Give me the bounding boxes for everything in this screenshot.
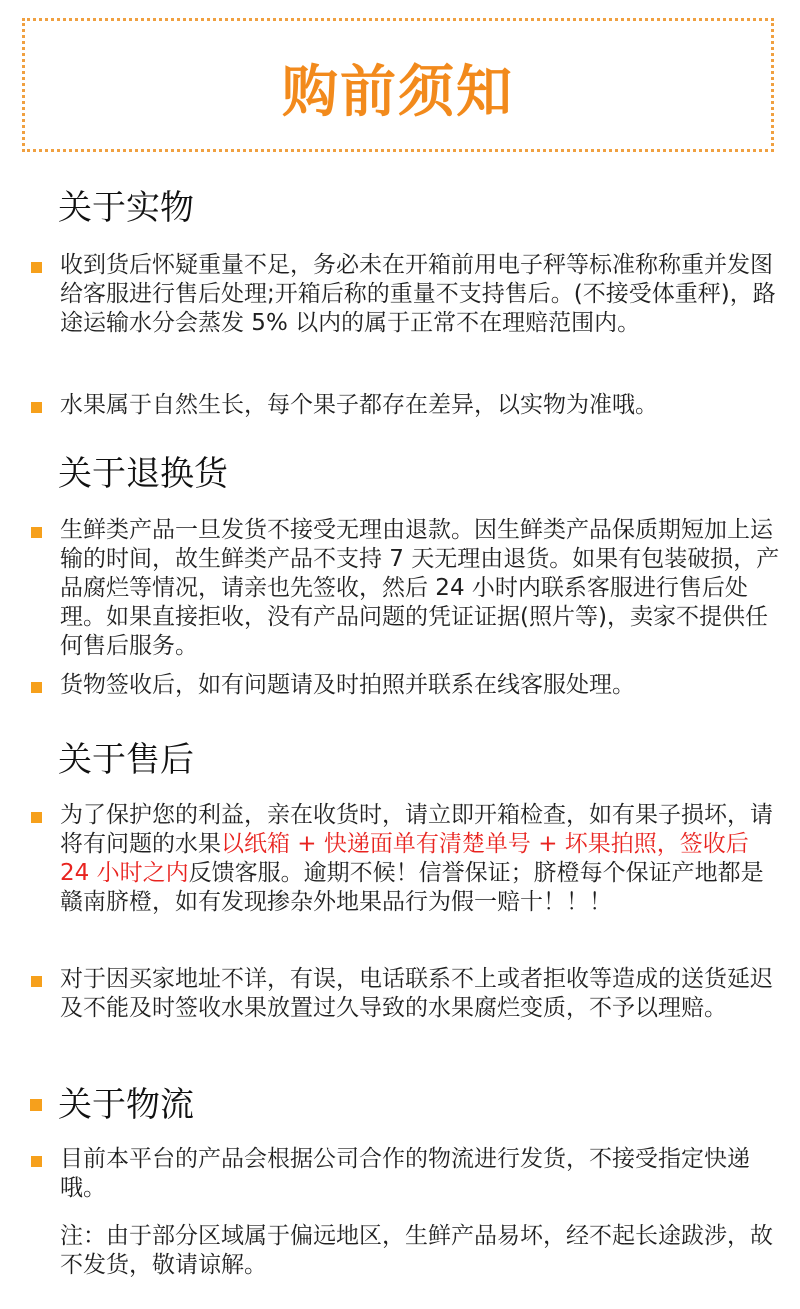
list-item: 货物签收后，如有问题请及时拍照并联系在线客服处理。 — [60, 672, 635, 698]
bullet-icon — [31, 402, 42, 413]
bullet-icon — [31, 262, 42, 273]
page-title: 购前须知 — [282, 60, 514, 125]
list-item: 生鲜类产品一旦发货不接受无理由退款。因生鲜类产品保质期短加上运输的时间，故生鲜类产品不支持 7 天无理由退货。如果有包装破损，产品腐烂等情况，请亲也先签收，然后 24 小时内联系客服进行售后处理。如果直接拒收，没有产品问题的凭证证据(照片等)，卖家不提供任何售后服务。 — [60, 517, 780, 659]
section-heading-logistics: 关于物流 — [58, 1085, 194, 1125]
title-banner — [22, 18, 774, 152]
heading-bullet-icon — [30, 1099, 42, 1111]
list-item: 目前本平台的产品会根据公司合作的物流进行发货，不接受指定快递哦。 — [60, 1146, 750, 1201]
aftersales-text-part1: 为了保护您的利益，亲在收货时，请立即开箱检查，如有果子损坏，请将有问题的水果 — [60, 802, 773, 857]
bullet-icon — [31, 682, 42, 693]
list-item: 收到货后怀疑重量不足，务必未在开箱前用电子秤等标准称称重并发图给客服进行售后处理;开箱后称的重量不支持售后。(不接受体重秤)，路途运输水分会蒸发 5% 以内的属于正常不在理赔范围内。 — [60, 252, 776, 336]
section-heading-returns: 关于退换货 — [58, 454, 228, 494]
list-item — [60, 801, 780, 917]
bullet-icon — [31, 812, 42, 823]
list-item: 水果属于自然生长，每个果子都存在差异，以实物为准哦。 — [60, 392, 658, 418]
bullet-icon — [31, 976, 42, 987]
bullet-icon — [31, 527, 42, 538]
list-item: 对于因买家地址不详，有误，电话联系不上或者拒收等造成的送货延迟及不能及时签收水果放置过久导致的水果腐烂变质，不予以理赔。 — [60, 966, 773, 1021]
aftersales-highlight: 以纸箱 + 快递面单有清楚单号 + 坏果拍照，签收后 24 小时之内 — [60, 831, 749, 886]
logistics-note: 注：由于部分区域属于偏远地区，生鲜产品易坏，经不起长途跋涉，故不发货，敬请谅解。 — [60, 1223, 773, 1278]
section-heading-aftersales: 关于售后 — [58, 740, 194, 780]
bullet-icon — [31, 1156, 42, 1167]
aftersales-text-part2: 反馈客服。逾期不候！信誉保证；脐橙每个保证产地都是赣南脐橙，如有发现掺杂外地果品行为假一赔十！！！ — [60, 860, 764, 915]
section-heading-physical: 关于实物 — [58, 188, 194, 228]
